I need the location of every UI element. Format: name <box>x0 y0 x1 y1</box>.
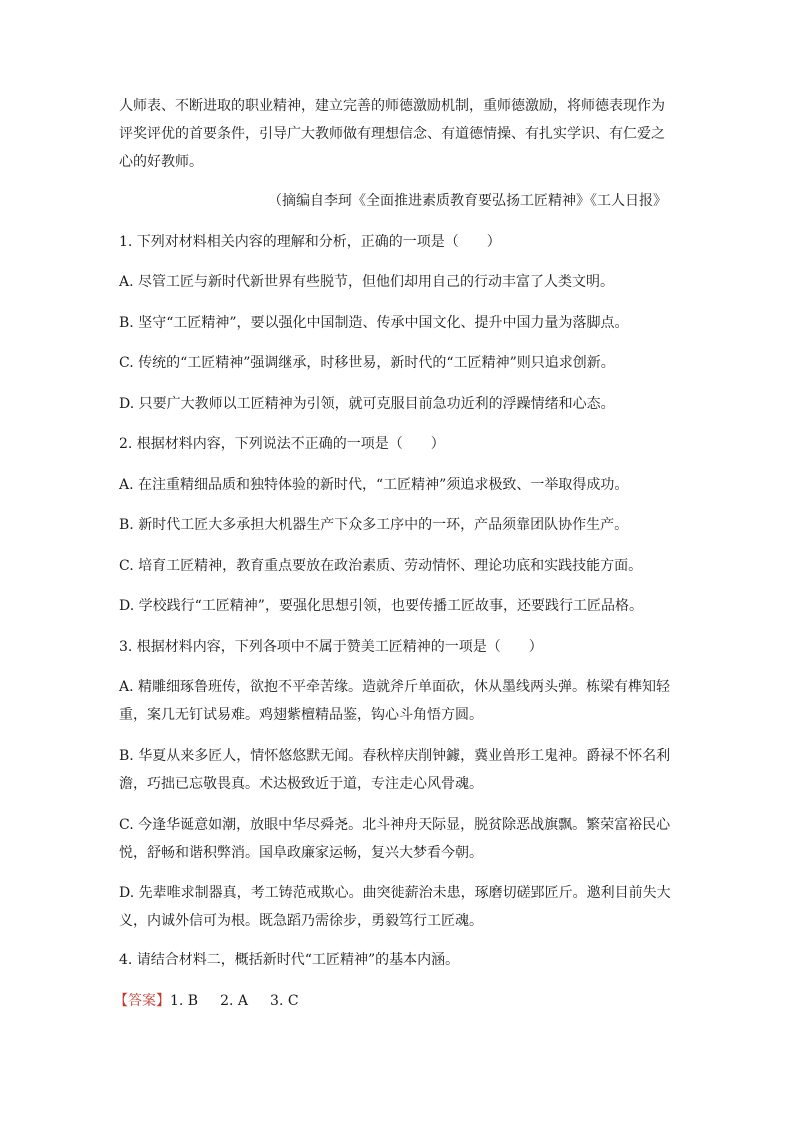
source-citation: （摘编自李珂《全面推进素质教育要弘扬工匠精神》《工人日报》 <box>268 193 667 209</box>
question-1-option-d: D. 只要广大教师以工匠精神为引领，就可克服目前急功近利的浮躁情绪和心态。 <box>119 396 615 412</box>
question-3-option-c: C. 今逢华诞意如潮，放眼中华尽舜尧。北斗神舟天际显，脱贫除恶战旗飘。繁荣富裕民心悦，舒畅和谐积弊消。国阜政廉家运畅，复兴大梦看今朝。 <box>119 817 671 861</box>
question-1-option-b: B. 坚守“工匠精神”，要以强化中国制造、传承中国文化、提升中国力量为落脚点。 <box>119 315 629 331</box>
question-2-option-c: C. 培育工匠精神，教育重点要放在政治素质、劳动情怀、理论功底和实践技能方面。 <box>119 558 643 574</box>
question-1-option-c: C. 传统的“工匠精神”强调继承，时移世易，新时代的“工匠精神”则只追求创新。 <box>119 355 615 371</box>
answer-item: 2. A <box>220 993 249 1009</box>
question-2-stem: 2. 根据材料内容，下列说法不正确的一项是（ ） <box>119 436 445 452</box>
intro-paragraph: 人师表、不断进取的职业精神，建立完善的师德激励机制，重师德激励，将师德表现作为评奖评优的首要条件，引导广大教师做有理想信念、有道德情操、有扎实学识、有仁爱之心的好教师。 <box>119 98 665 170</box>
answer-item: 3. C <box>270 993 299 1009</box>
answer-item: 1. B <box>170 993 199 1009</box>
answer-items <box>170 993 321 1009</box>
question-3-option-d: D. 先辈唯求制器真，考工铸范戒欺心。曲突徙薪治未患，琢磨切磋郢匠斤。邀利目前失大义，内诚外信可为根。既急蹈乃需徐步，勇毅笃行工匠魂。 <box>119 885 671 929</box>
question-3-stem: 3. 根据材料内容，下列各项中不属于赞美工匠精神的一项是（ ） <box>119 639 543 655</box>
question-3-option-b: B. 华夏从来多匠人，情怀悠悠默无闻。春秋梓庆削钟鐻，冀业兽形工鬼神。爵禄不怀名利澹，巧拙已忘敬畏真。术达极致近于道，专注走心风骨魂。 <box>119 748 671 792</box>
answer-line <box>114 992 321 1010</box>
question-2-option-a: A. 在注重精细品质和独特体验的新时代，“工匠精神”须追求极致、一举取得成功。 <box>119 477 629 493</box>
question-1-stem: 1. 下列对材料相关内容的理解和分析，正确的一项是（ ） <box>119 234 501 250</box>
question-3-option-a: A. 精雕细琢鲁班传，欲抱不平牵苦缘。造就斧斤单面砍，休从墨线两头弹。栋梁有榫知轻重，案几无钉试易难。鸡翅紫檀精品鉴，钩心斗角悟方圆。 <box>119 679 671 723</box>
question-2-option-b: B. 新时代工匠大多承担大机器生产下众多工序中的一环，产品须靠团队协作生产。 <box>119 517 629 533</box>
answer-label: 【答案】 <box>114 993 170 1009</box>
question-2-option-d: D. 学校践行“工匠精神”，要强化思想引领，也要传播工匠故事，还要践行工匠品格。 <box>119 598 643 614</box>
question-1-option-a: A. 尽管工匠与新时代新世界有些脱节，但他们却用自己的行动丰富了人类文明。 <box>119 274 615 290</box>
question-4-stem: 4. 请结合材料二，概括新时代“工匠精神”的基本内涵。 <box>119 952 460 968</box>
